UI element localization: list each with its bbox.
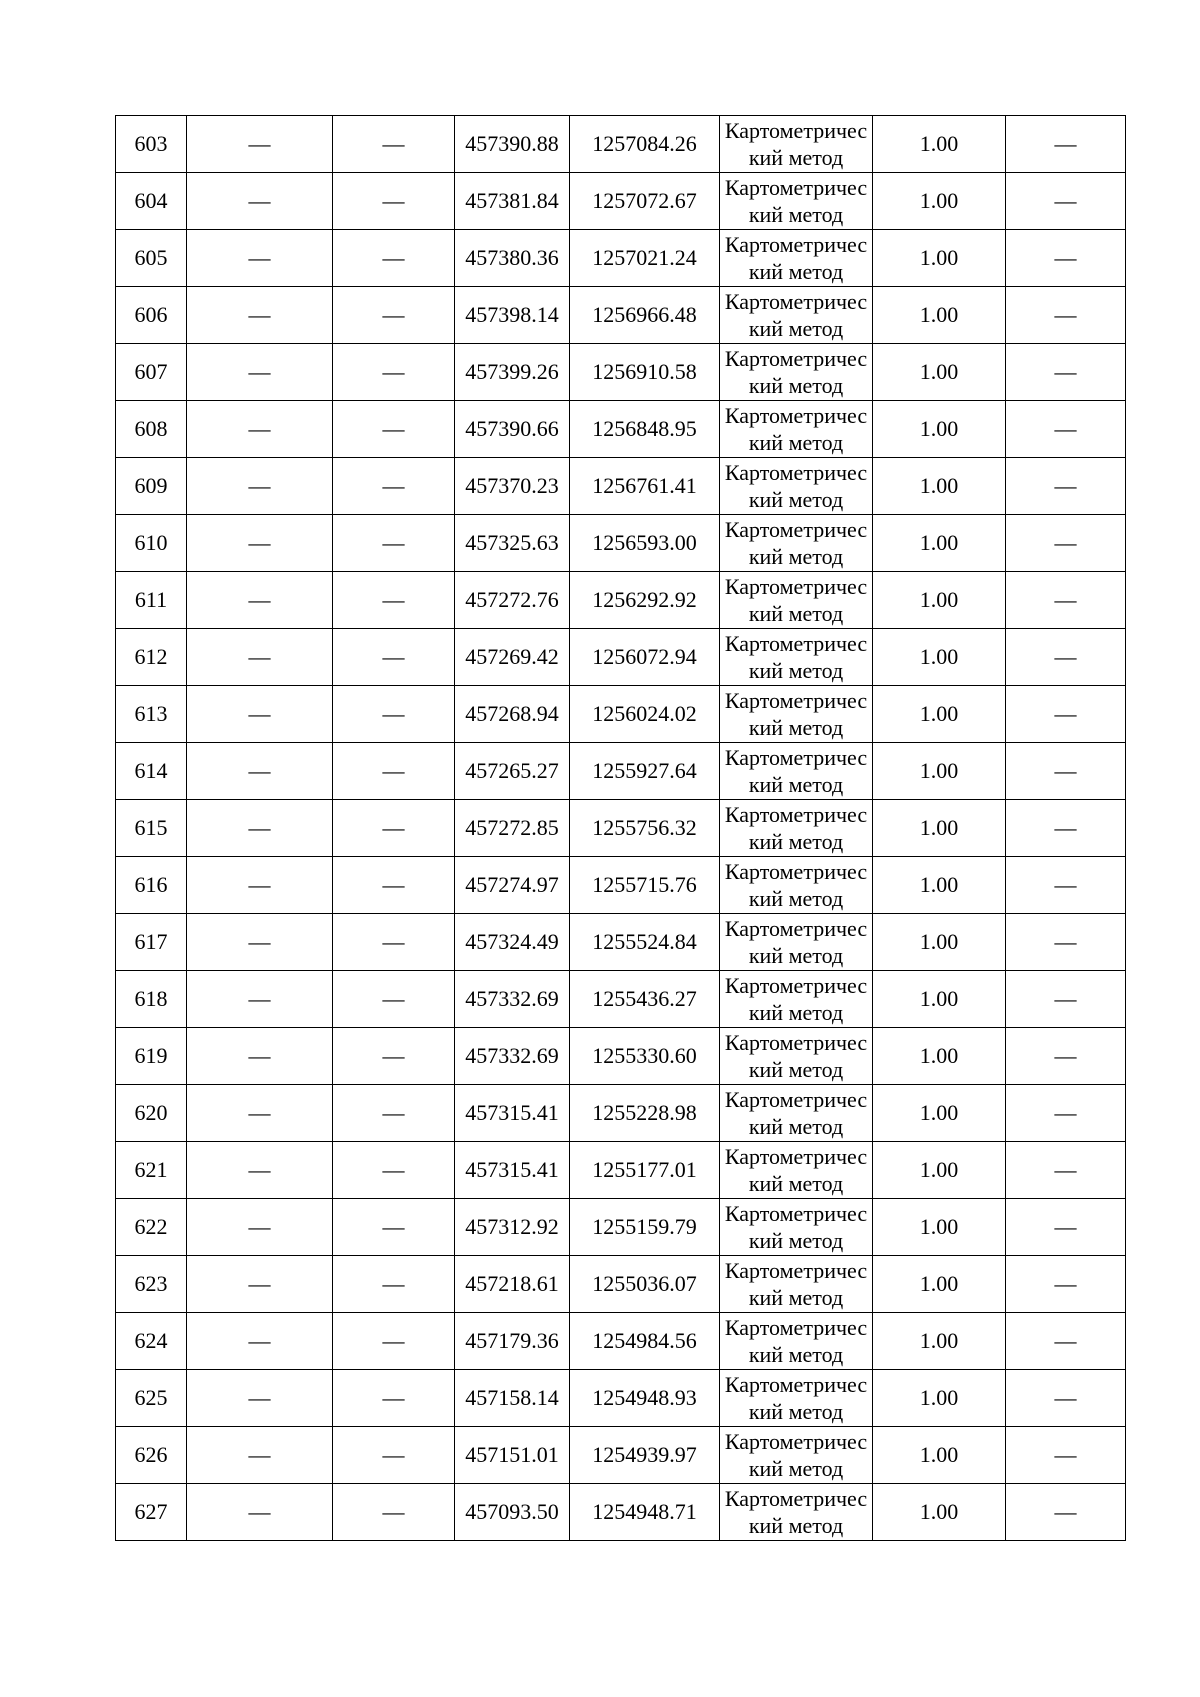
empty-dash-cell: — <box>1006 572 1126 629</box>
accuracy-cell: 1.00 <box>873 1370 1006 1427</box>
accuracy-cell: 1.00 <box>873 914 1006 971</box>
table-row <box>116 1085 1126 1142</box>
coordinate-x-cell: 457332.69 <box>455 971 570 1028</box>
coordinate-x-cell: 457218.61 <box>455 1256 570 1313</box>
coordinate-y-cell: 1254939.97 <box>570 1427 720 1484</box>
table-row <box>116 1142 1126 1199</box>
method-cell: Картометрический метод <box>720 1313 873 1370</box>
empty-dash-cell: — <box>187 287 333 344</box>
empty-dash-cell: — <box>333 515 455 572</box>
empty-dash-cell: — <box>333 1142 455 1199</box>
accuracy-cell: 1.00 <box>873 1256 1006 1313</box>
coordinate-y-cell: 1255177.01 <box>570 1142 720 1199</box>
method-cell: Картометрический метод <box>720 173 873 230</box>
point-number-cell: 626 <box>116 1427 187 1484</box>
empty-dash-cell: — <box>187 914 333 971</box>
coordinate-y-cell: 1256848.95 <box>570 401 720 458</box>
empty-dash-cell: — <box>1006 1199 1126 1256</box>
empty-dash-cell: — <box>333 116 455 173</box>
coordinate-y-cell: 1257021.24 <box>570 230 720 287</box>
accuracy-cell: 1.00 <box>873 116 1006 173</box>
table-row <box>116 1028 1126 1085</box>
coordinate-x-cell: 457093.50 <box>455 1484 570 1541</box>
empty-dash-cell: — <box>1006 230 1126 287</box>
coordinate-x-cell: 457272.85 <box>455 800 570 857</box>
table-row <box>116 857 1126 914</box>
coordinate-x-cell: 457390.88 <box>455 116 570 173</box>
table-row <box>116 686 1126 743</box>
method-cell: Картометрический метод <box>720 1370 873 1427</box>
empty-dash-cell: — <box>1006 971 1126 1028</box>
coordinate-x-cell: 457269.42 <box>455 629 570 686</box>
empty-dash-cell: — <box>187 629 333 686</box>
coordinate-y-cell: 1256072.94 <box>570 629 720 686</box>
coordinate-y-cell: 1255524.84 <box>570 914 720 971</box>
empty-dash-cell: — <box>187 1484 333 1541</box>
point-number-cell: 620 <box>116 1085 187 1142</box>
table-row <box>116 1313 1126 1370</box>
accuracy-cell: 1.00 <box>873 1142 1006 1199</box>
coordinate-y-cell: 1256292.92 <box>570 572 720 629</box>
accuracy-cell: 1.00 <box>873 173 1006 230</box>
table-row <box>116 515 1126 572</box>
coordinate-y-cell: 1256593.00 <box>570 515 720 572</box>
empty-dash-cell: — <box>333 1427 455 1484</box>
accuracy-cell: 1.00 <box>873 458 1006 515</box>
empty-dash-cell: — <box>333 1256 455 1313</box>
point-number-cell: 610 <box>116 515 187 572</box>
accuracy-cell: 1.00 <box>873 743 1006 800</box>
coordinate-x-cell: 457272.76 <box>455 572 570 629</box>
table-row <box>116 1484 1126 1541</box>
empty-dash-cell: — <box>333 1028 455 1085</box>
coordinate-x-cell: 457158.14 <box>455 1370 570 1427</box>
coordinate-y-cell: 1257072.67 <box>570 173 720 230</box>
coordinate-x-cell: 457381.84 <box>455 173 570 230</box>
table-row <box>116 1370 1126 1427</box>
coordinate-x-cell: 457274.97 <box>455 857 570 914</box>
table-row <box>116 287 1126 344</box>
empty-dash-cell: — <box>187 1370 333 1427</box>
coordinate-x-cell: 457315.41 <box>455 1085 570 1142</box>
table-row <box>116 230 1126 287</box>
point-number-cell: 614 <box>116 743 187 800</box>
empty-dash-cell: — <box>187 1427 333 1484</box>
empty-dash-cell: — <box>1006 173 1126 230</box>
accuracy-cell: 1.00 <box>873 1199 1006 1256</box>
empty-dash-cell: — <box>333 629 455 686</box>
coordinate-y-cell: 1254984.56 <box>570 1313 720 1370</box>
empty-dash-cell: — <box>187 1085 333 1142</box>
empty-dash-cell: — <box>1006 857 1126 914</box>
empty-dash-cell: — <box>1006 1256 1126 1313</box>
accuracy-cell: 1.00 <box>873 344 1006 401</box>
empty-dash-cell: — <box>187 1256 333 1313</box>
empty-dash-cell: — <box>333 1085 455 1142</box>
empty-dash-cell: — <box>333 401 455 458</box>
method-cell: Картометрический метод <box>720 401 873 458</box>
accuracy-cell: 1.00 <box>873 686 1006 743</box>
point-number-cell: 617 <box>116 914 187 971</box>
method-cell: Картометрический метод <box>720 515 873 572</box>
accuracy-cell: 1.00 <box>873 1484 1006 1541</box>
empty-dash-cell: — <box>1006 515 1126 572</box>
point-number-cell: 608 <box>116 401 187 458</box>
method-cell: Картометрический метод <box>720 1085 873 1142</box>
point-number-cell: 606 <box>116 287 187 344</box>
empty-dash-cell: — <box>333 686 455 743</box>
empty-dash-cell: — <box>1006 686 1126 743</box>
empty-dash-cell: — <box>1006 1427 1126 1484</box>
table-row <box>116 1199 1126 1256</box>
method-cell: Картометрический метод <box>720 1199 873 1256</box>
empty-dash-cell: — <box>333 458 455 515</box>
coordinate-y-cell: 1255436.27 <box>570 971 720 1028</box>
point-number-cell: 607 <box>116 344 187 401</box>
empty-dash-cell: — <box>1006 116 1126 173</box>
coordinate-x-cell: 457332.69 <box>455 1028 570 1085</box>
coordinate-x-cell: 457390.66 <box>455 401 570 458</box>
accuracy-cell: 1.00 <box>873 401 1006 458</box>
empty-dash-cell: — <box>1006 914 1126 971</box>
empty-dash-cell: — <box>1006 1142 1126 1199</box>
empty-dash-cell: — <box>333 857 455 914</box>
point-number-cell: 616 <box>116 857 187 914</box>
coordinate-y-cell: 1254948.71 <box>570 1484 720 1541</box>
empty-dash-cell: — <box>333 173 455 230</box>
empty-dash-cell: — <box>187 515 333 572</box>
coordinate-x-cell: 457325.63 <box>455 515 570 572</box>
coordinate-y-cell: 1256966.48 <box>570 287 720 344</box>
accuracy-cell: 1.00 <box>873 1313 1006 1370</box>
accuracy-cell: 1.00 <box>873 1028 1006 1085</box>
accuracy-cell: 1.00 <box>873 971 1006 1028</box>
empty-dash-cell: — <box>333 344 455 401</box>
empty-dash-cell: — <box>1006 1370 1126 1427</box>
table-body <box>116 116 1126 1541</box>
empty-dash-cell: — <box>1006 1028 1126 1085</box>
method-cell: Картометрический метод <box>720 1484 873 1541</box>
empty-dash-cell: — <box>187 971 333 1028</box>
point-number-cell: 604 <box>116 173 187 230</box>
coordinate-x-cell: 457380.36 <box>455 230 570 287</box>
coordinate-y-cell: 1256910.58 <box>570 344 720 401</box>
method-cell: Картометрический метод <box>720 116 873 173</box>
empty-dash-cell: — <box>333 1370 455 1427</box>
method-cell: Картометрический метод <box>720 572 873 629</box>
method-cell: Картометрический метод <box>720 1028 873 1085</box>
table-row <box>116 1256 1126 1313</box>
method-cell: Картометрический метод <box>720 743 873 800</box>
empty-dash-cell: — <box>187 743 333 800</box>
coordinate-x-cell: 457324.49 <box>455 914 570 971</box>
method-cell: Картометрический метод <box>720 1142 873 1199</box>
coordinate-x-cell: 457268.94 <box>455 686 570 743</box>
method-cell: Картометрический метод <box>720 344 873 401</box>
empty-dash-cell: — <box>187 1142 333 1199</box>
accuracy-cell: 1.00 <box>873 572 1006 629</box>
point-number-cell: 611 <box>116 572 187 629</box>
empty-dash-cell: — <box>1006 344 1126 401</box>
point-number-cell: 622 <box>116 1199 187 1256</box>
empty-dash-cell: — <box>187 116 333 173</box>
point-number-cell: 621 <box>116 1142 187 1199</box>
point-number-cell: 625 <box>116 1370 187 1427</box>
accuracy-cell: 1.00 <box>873 800 1006 857</box>
table-row <box>116 401 1126 458</box>
method-cell: Картометрический метод <box>720 971 873 1028</box>
point-number-cell: 624 <box>116 1313 187 1370</box>
method-cell: Картометрический метод <box>720 857 873 914</box>
method-cell: Картометрический метод <box>720 686 873 743</box>
method-cell: Картометрический метод <box>720 1256 873 1313</box>
empty-dash-cell: — <box>1006 1484 1126 1541</box>
method-cell: Картометрический метод <box>720 629 873 686</box>
coordinate-y-cell: 1257084.26 <box>570 116 720 173</box>
empty-dash-cell: — <box>1006 458 1126 515</box>
empty-dash-cell: — <box>1006 1085 1126 1142</box>
accuracy-cell: 1.00 <box>873 1427 1006 1484</box>
empty-dash-cell: — <box>333 914 455 971</box>
point-number-cell: 612 <box>116 629 187 686</box>
table-row <box>116 629 1126 686</box>
empty-dash-cell: — <box>1006 629 1126 686</box>
empty-dash-cell: — <box>187 686 333 743</box>
coordinate-y-cell: 1255228.98 <box>570 1085 720 1142</box>
accuracy-cell: 1.00 <box>873 515 1006 572</box>
point-number-cell: 605 <box>116 230 187 287</box>
method-cell: Картометрический метод <box>720 914 873 971</box>
empty-dash-cell: — <box>1006 800 1126 857</box>
method-cell: Картометрический метод <box>720 800 873 857</box>
accuracy-cell: 1.00 <box>873 857 1006 914</box>
empty-dash-cell: — <box>1006 1313 1126 1370</box>
table-row <box>116 344 1126 401</box>
empty-dash-cell: — <box>187 173 333 230</box>
table-row <box>116 971 1126 1028</box>
table-row <box>116 1427 1126 1484</box>
empty-dash-cell: — <box>1006 287 1126 344</box>
table-row <box>116 116 1126 173</box>
coordinate-x-cell: 457265.27 <box>455 743 570 800</box>
empty-dash-cell: — <box>187 230 333 287</box>
coordinate-x-cell: 457370.23 <box>455 458 570 515</box>
table-row <box>116 458 1126 515</box>
empty-dash-cell: — <box>333 287 455 344</box>
coordinate-x-cell: 457151.01 <box>455 1427 570 1484</box>
point-number-cell: 623 <box>116 1256 187 1313</box>
coordinate-x-cell: 457398.14 <box>455 287 570 344</box>
table-row <box>116 914 1126 971</box>
coordinate-x-cell: 457315.41 <box>455 1142 570 1199</box>
method-cell: Картометрический метод <box>720 458 873 515</box>
coordinate-y-cell: 1255927.64 <box>570 743 720 800</box>
empty-dash-cell: — <box>187 800 333 857</box>
empty-dash-cell: — <box>333 971 455 1028</box>
method-cell: Картометрический метод <box>720 230 873 287</box>
coordinate-x-cell: 457179.36 <box>455 1313 570 1370</box>
coordinate-y-cell: 1256761.41 <box>570 458 720 515</box>
coordinate-y-cell: 1255036.07 <box>570 1256 720 1313</box>
accuracy-cell: 1.00 <box>873 629 1006 686</box>
empty-dash-cell: — <box>187 857 333 914</box>
empty-dash-cell: — <box>333 230 455 287</box>
coordinate-y-cell: 1256024.02 <box>570 686 720 743</box>
empty-dash-cell: — <box>187 1199 333 1256</box>
accuracy-cell: 1.00 <box>873 1085 1006 1142</box>
empty-dash-cell: — <box>333 800 455 857</box>
empty-dash-cell: — <box>187 1313 333 1370</box>
table-row <box>116 743 1126 800</box>
coordinate-y-cell: 1255330.60 <box>570 1028 720 1085</box>
empty-dash-cell: — <box>187 458 333 515</box>
empty-dash-cell: — <box>187 572 333 629</box>
coordinate-y-cell: 1255159.79 <box>570 1199 720 1256</box>
coordinates-table <box>115 115 1126 1541</box>
coordinate-x-cell: 457399.26 <box>455 344 570 401</box>
point-number-cell: 618 <box>116 971 187 1028</box>
empty-dash-cell: — <box>1006 401 1126 458</box>
coordinate-y-cell: 1254948.93 <box>570 1370 720 1427</box>
empty-dash-cell: — <box>187 401 333 458</box>
accuracy-cell: 1.00 <box>873 230 1006 287</box>
accuracy-cell: 1.00 <box>873 287 1006 344</box>
method-cell: Картометрический метод <box>720 1427 873 1484</box>
point-number-cell: 609 <box>116 458 187 515</box>
empty-dash-cell: — <box>333 1484 455 1541</box>
empty-dash-cell: — <box>187 1028 333 1085</box>
point-number-cell: 603 <box>116 116 187 173</box>
point-number-cell: 613 <box>116 686 187 743</box>
table-row <box>116 173 1126 230</box>
method-cell: Картометрический метод <box>720 287 873 344</box>
table-row <box>116 572 1126 629</box>
empty-dash-cell: — <box>187 344 333 401</box>
empty-dash-cell: — <box>333 572 455 629</box>
coordinate-y-cell: 1255756.32 <box>570 800 720 857</box>
point-number-cell: 619 <box>116 1028 187 1085</box>
empty-dash-cell: — <box>333 743 455 800</box>
empty-dash-cell: — <box>1006 743 1126 800</box>
empty-dash-cell: — <box>333 1199 455 1256</box>
point-number-cell: 627 <box>116 1484 187 1541</box>
table-row <box>116 800 1126 857</box>
coordinate-x-cell: 457312.92 <box>455 1199 570 1256</box>
coordinate-y-cell: 1255715.76 <box>570 857 720 914</box>
empty-dash-cell: — <box>333 1313 455 1370</box>
point-number-cell: 615 <box>116 800 187 857</box>
